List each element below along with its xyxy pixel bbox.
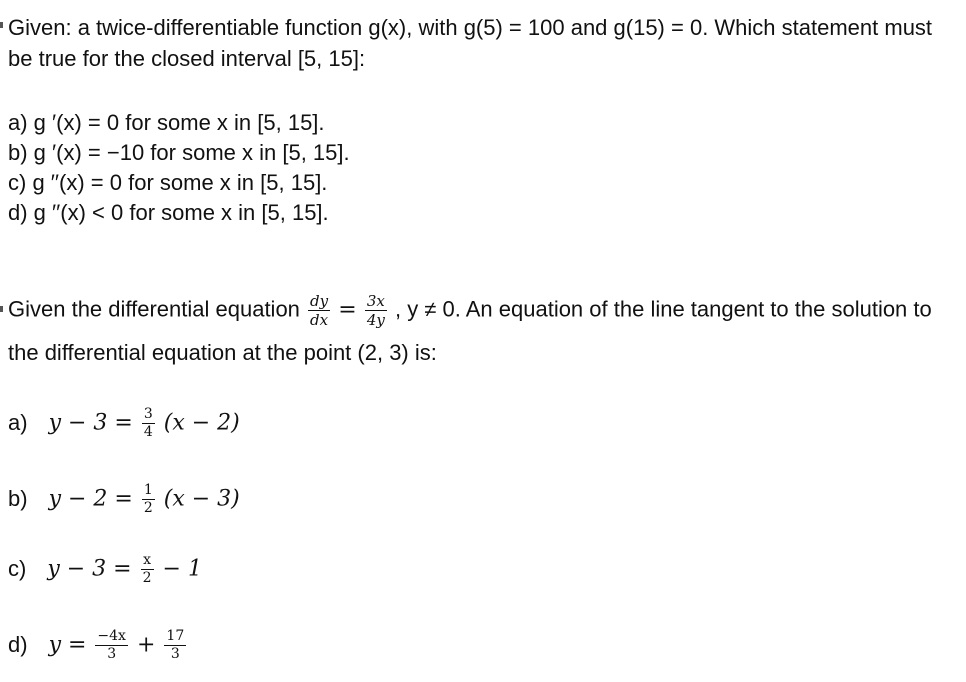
question2-option-a xyxy=(8,406,240,441)
option-fraction-2 xyxy=(164,628,186,663)
frac-numerator: 3 xyxy=(143,406,153,422)
option-fraction xyxy=(141,552,154,587)
frac-denominator: 3 xyxy=(107,646,117,662)
option-fraction xyxy=(95,628,128,663)
dy-dx-fraction xyxy=(308,292,330,329)
option-lhs: y − 3 = xyxy=(47,556,132,582)
stem-condition: , y ≠ 0. An equation of the line tangent to the solution to xyxy=(394,296,932,322)
frac-denominator: 2 xyxy=(142,570,152,586)
question1-option-d: d) g ′′(x) < 0 for some x in [5, 15]. xyxy=(8,200,329,225)
option-fraction xyxy=(142,482,155,517)
option-fraction xyxy=(142,406,155,441)
frac-numerator: 17 xyxy=(166,628,185,644)
question1-option-c: c) g ′′(x) = 0 for some x in [5, 15]. xyxy=(8,170,328,195)
left-edge-marker xyxy=(0,306,3,312)
question2-stem xyxy=(8,292,958,329)
option-lhs: y − 2 = xyxy=(48,486,133,512)
left-edge-marker xyxy=(0,22,3,28)
frac-numerator: dy xyxy=(310,292,329,310)
equals-sign: = xyxy=(338,297,357,323)
question2-option-b xyxy=(8,482,240,517)
question1-option-a: a) g ′(x) = 0 for some x in [5, 15]. xyxy=(8,110,325,135)
option-lhs: y − 3 = xyxy=(48,410,133,436)
option-lhs: y = xyxy=(48,632,87,658)
option-rhs: (x − 2) xyxy=(163,410,240,436)
option-label: c) xyxy=(8,555,27,581)
frac-denominator: dx xyxy=(310,311,329,329)
frac-numerator: x xyxy=(141,552,154,570)
option-label: d) xyxy=(8,631,28,657)
rhs-fraction xyxy=(365,292,387,329)
option-label: b) xyxy=(8,485,28,511)
question1-option-b: b) g ′(x) = −10 for some x in [5, 15]. xyxy=(8,140,350,165)
frac-numerator: 1 xyxy=(143,482,153,498)
option-label: a) xyxy=(8,409,28,435)
frac-denominator: 4y xyxy=(366,311,385,329)
frac-denominator: 3 xyxy=(170,646,180,662)
frac-numerator: 3x xyxy=(365,292,387,311)
frac-numerator: −4x xyxy=(97,628,126,644)
plus-sign: + xyxy=(136,632,156,658)
question2-option-d xyxy=(8,628,188,663)
question2-stem-line2: the differential equation at the point (2, 3) is: xyxy=(8,340,437,365)
option-rhs: (x − 3) xyxy=(163,486,240,512)
option-rhs: − 1 xyxy=(162,556,202,582)
stem-text: Given the differential equation xyxy=(8,296,300,322)
frac-denominator: 2 xyxy=(143,500,153,516)
frac-denominator: 4 xyxy=(143,424,153,440)
question2-option-c xyxy=(8,552,202,587)
question1-stem: Given: a twice-differentiable function g(x), with g(5) = 100 and g(15) = 0. Which statement must be true for the closed interval [5, 15]: xyxy=(8,15,933,71)
